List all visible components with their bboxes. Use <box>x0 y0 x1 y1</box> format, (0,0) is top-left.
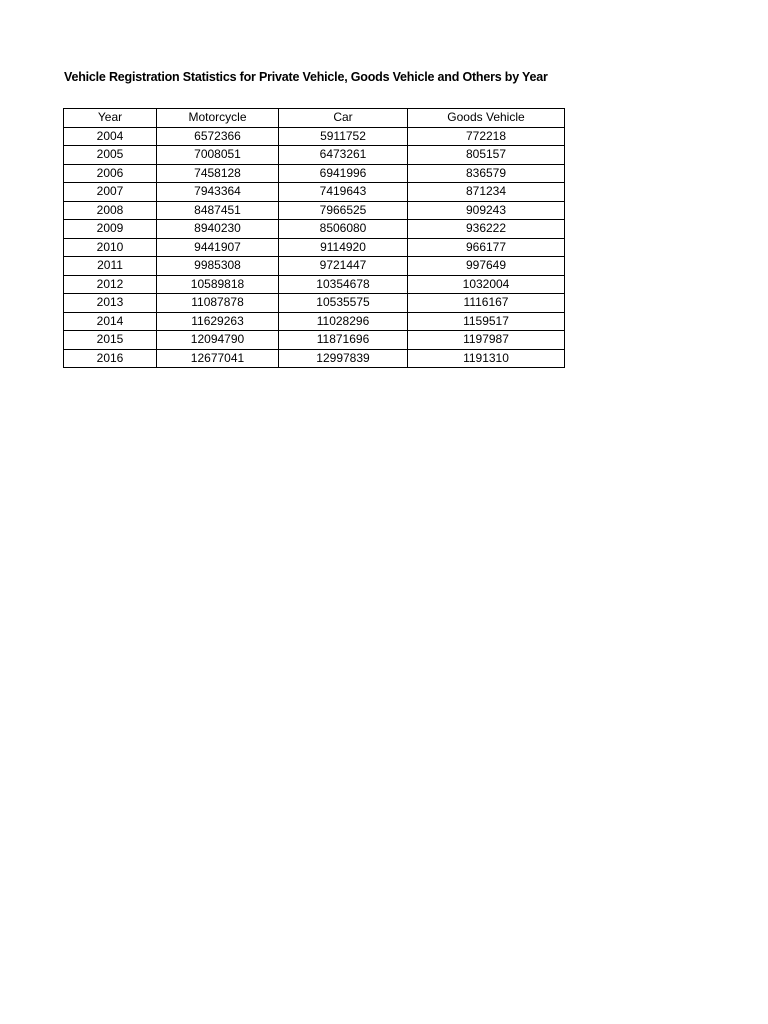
cell-goods-vehicle: 836579 <box>408 164 565 183</box>
cell-year: 2010 <box>64 238 157 257</box>
cell-year: 2012 <box>64 275 157 294</box>
cell-year: 2011 <box>64 257 157 276</box>
table-row <box>64 201 565 220</box>
cell-year: 2007 <box>64 183 157 202</box>
cell-motorcycle: 9441907 <box>157 238 279 257</box>
document-title: Vehicle Registration Statistics for Private Vehicle, Goods Vehicle and Others by Year <box>64 70 548 84</box>
table-row <box>64 331 565 350</box>
cell-motorcycle: 7008051 <box>157 146 279 165</box>
cell-year: 2006 <box>64 164 157 183</box>
cell-car: 9721447 <box>279 257 408 276</box>
table-header-row <box>64 109 565 128</box>
cell-goods-vehicle: 871234 <box>408 183 565 202</box>
cell-car: 12997839 <box>279 349 408 368</box>
cell-car: 6941996 <box>279 164 408 183</box>
cell-goods-vehicle: 1032004 <box>408 275 565 294</box>
cell-motorcycle: 8940230 <box>157 220 279 239</box>
cell-motorcycle: 9985308 <box>157 257 279 276</box>
cell-goods-vehicle: 1191310 <box>408 349 565 368</box>
table-row <box>64 257 565 276</box>
cell-goods-vehicle: 772218 <box>408 127 565 146</box>
table-row <box>64 275 565 294</box>
cell-car: 7419643 <box>279 183 408 202</box>
cell-goods-vehicle: 966177 <box>408 238 565 257</box>
table-row <box>64 312 565 331</box>
table-row <box>64 294 565 313</box>
header-car: Car <box>279 109 408 128</box>
table-row <box>64 220 565 239</box>
table-row <box>64 127 565 146</box>
header-goods-vehicle: Goods Vehicle <box>408 109 565 128</box>
cell-goods-vehicle: 1116167 <box>408 294 565 313</box>
cell-year: 2005 <box>64 146 157 165</box>
cell-year: 2004 <box>64 127 157 146</box>
cell-car: 10354678 <box>279 275 408 294</box>
cell-motorcycle: 11087878 <box>157 294 279 313</box>
table-body <box>64 127 565 368</box>
cell-car: 5911752 <box>279 127 408 146</box>
cell-year: 2013 <box>64 294 157 313</box>
cell-goods-vehicle: 1159517 <box>408 312 565 331</box>
cell-car: 10535575 <box>279 294 408 313</box>
cell-motorcycle: 11629263 <box>157 312 279 331</box>
table-row <box>64 349 565 368</box>
cell-year: 2009 <box>64 220 157 239</box>
cell-year: 2014 <box>64 312 157 331</box>
cell-goods-vehicle: 997649 <box>408 257 565 276</box>
vehicle-registration-table <box>63 108 565 368</box>
cell-car: 11028296 <box>279 312 408 331</box>
cell-year: 2016 <box>64 349 157 368</box>
cell-goods-vehicle: 909243 <box>408 201 565 220</box>
header-motorcycle: Motorcycle <box>157 109 279 128</box>
cell-motorcycle: 12677041 <box>157 349 279 368</box>
table-row <box>64 164 565 183</box>
table-row <box>64 146 565 165</box>
cell-motorcycle: 12094790 <box>157 331 279 350</box>
cell-goods-vehicle: 805157 <box>408 146 565 165</box>
cell-year: 2015 <box>64 331 157 350</box>
cell-goods-vehicle: 936222 <box>408 220 565 239</box>
cell-motorcycle: 6572366 <box>157 127 279 146</box>
cell-car: 7966525 <box>279 201 408 220</box>
cell-car: 11871696 <box>279 331 408 350</box>
cell-car: 8506080 <box>279 220 408 239</box>
cell-motorcycle: 10589818 <box>157 275 279 294</box>
table-row <box>64 183 565 202</box>
cell-car: 9114920 <box>279 238 408 257</box>
cell-motorcycle: 8487451 <box>157 201 279 220</box>
cell-motorcycle: 7943364 <box>157 183 279 202</box>
header-year: Year <box>64 109 157 128</box>
cell-motorcycle: 7458128 <box>157 164 279 183</box>
cell-car: 6473261 <box>279 146 408 165</box>
table-row <box>64 238 565 257</box>
cell-year: 2008 <box>64 201 157 220</box>
cell-goods-vehicle: 1197987 <box>408 331 565 350</box>
